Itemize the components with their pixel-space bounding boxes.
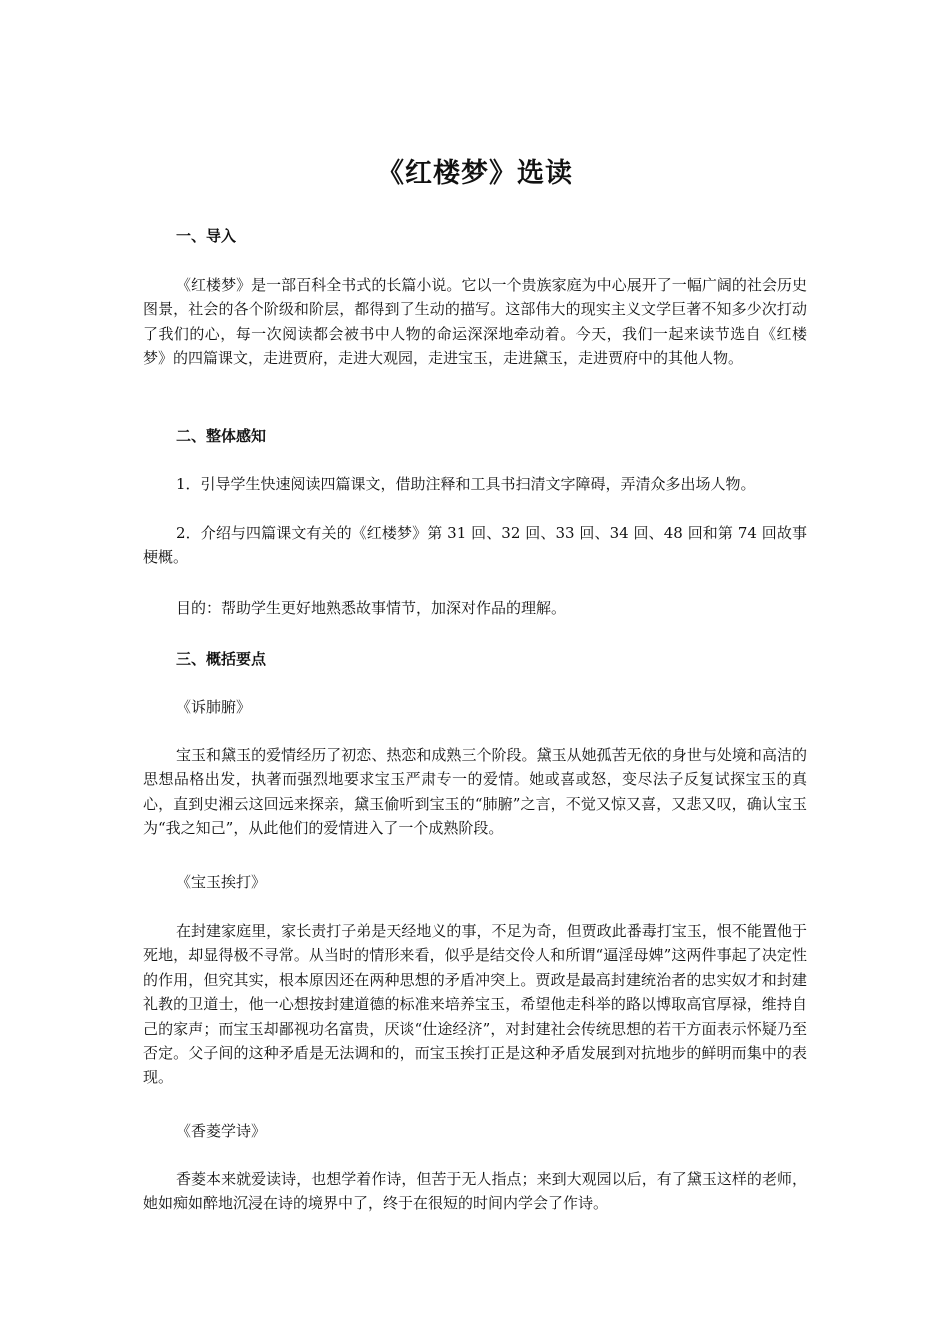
key-point-text: 香菱本来就爱读诗，也想学着作诗，但苦于无人指点；来到大观园以后，有了黛玉这样的老师，她如痴如醉地沉浸在诗的境界中了，终于在很短的时间内学会了作诗。 bbox=[143, 1170, 807, 1213]
key-point-title: 《香菱学诗》 bbox=[176, 1122, 267, 1140]
overview-purpose: 目的：帮助学生更好地熟悉故事情节，加深对作品的理解。 bbox=[176, 599, 567, 617]
key-point-text: 宝玉和黛玉的爱情经历了初恋、热恋和成熟三个阶段。黛玉从她孤苦无依的身世与处境和高洁的思想品格出发，执著而强烈地要求宝玉严肃专一的爱情。她或喜或怒，变尽法子反复试探宝玉的真心，直到史湘云这回远来探亲，黛玉偷听到宝玉的“肺腑”之言，不觉又惊又喜，又悲又叹，确认宝玉为“我之知己”，从此他们的爱情进入了一个成熟阶段。 bbox=[143, 746, 807, 838]
overview-item-2: 2．介绍与四篇课文有关的《红楼梦》第 31 回、32 回、33 回、34 回、48 回和第 74 回故事梗概。 bbox=[143, 524, 807, 567]
overview-item-1: 1．引导学生快速阅读四篇课文，借助注释和工具书扫清文字障碍，弄清众多出场人物。 bbox=[176, 475, 756, 493]
intro-paragraph: 《红楼梦》是一部百科全书式的长篇小说。它以一个贵族家庭为中心展开了一幅广阔的社会历史图景，社会的各个阶级和阶层，都得到了生动的描写。这部伟大的现实主义文学巨著不知多少次打动了我们的心，每一次阅读都会被书中人物的命运深深地牵动着。今天，我们一起来读节选自《红楼梦》的四篇课文，走进贾府，走进大观园，走进宝玉，走进黛玉，走进贾府中的其他人物。 bbox=[143, 276, 807, 368]
section-heading-intro: 一、导入 bbox=[176, 227, 237, 245]
key-point-title: 《宝玉挨打》 bbox=[176, 873, 267, 891]
key-point-text: 在封建家庭里，家长责打子弟是天经地义的事，不足为奇，但贾政此番毒打宝玉，恨不能置他于死地，却显得极不寻常。从当时的情形来看，似乎是结交伶人和所谓“逼淫母婢”这两件事起了决定性的作用，但究其实，根本原因还在两种思想的矛盾冲突上。贾政是最高封建统治者的忠实奴才和封建礼教的卫道士，他一心想按封建道德的标准来培养宝玉，希望他走科举的路以博取高官厚禄，维持自己的家声；而宝玉却鄙视功名富贵，厌谈“仕途经济”，对封建社会传统思想的若干方面表示怀疑乃至否定。父子间的这种矛盾是无法调和的，而宝玉挨打正是这种矛盾发展到对抗地步的鲜明而集中的表现。 bbox=[143, 922, 807, 1087]
section-heading-key-points: 三、概括要点 bbox=[176, 650, 267, 668]
document-title: 《红楼梦》选读 bbox=[377, 158, 573, 189]
section-heading-overview: 二、整体感知 bbox=[176, 427, 267, 445]
key-point-title: 《诉肺腑》 bbox=[176, 698, 252, 716]
